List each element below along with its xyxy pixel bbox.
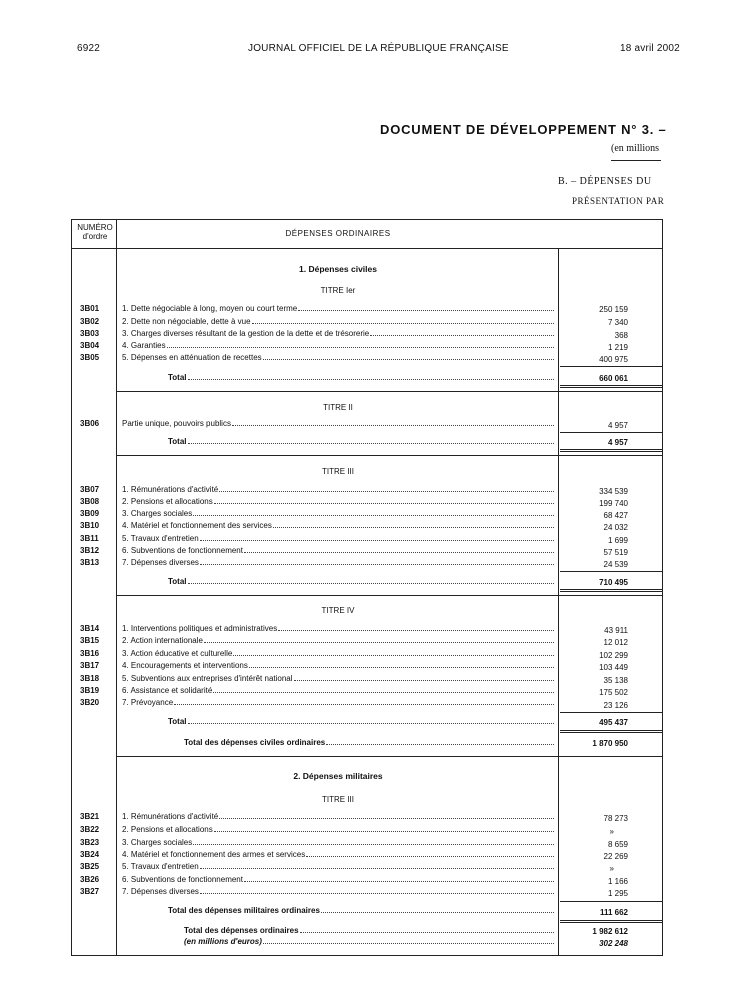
row-label: 5. Subventions aux entreprises d'intérêt national (122, 674, 554, 683)
document-title: DOCUMENT DE DÉVELOPPEMENT N° 3. – (380, 122, 667, 137)
subtotal-rule (560, 366, 662, 367)
row-label: 1. Rémunérations d'activité (122, 812, 554, 821)
total-label: Total (168, 717, 554, 726)
row-code: 3B01 (80, 304, 100, 313)
table-top-border (71, 219, 663, 220)
column-divider-value (558, 248, 559, 955)
row-code: 3B17 (80, 661, 100, 670)
row-code: 3B03 (80, 329, 100, 338)
presentation-heading: PRÉSENTATION PAR (572, 196, 665, 206)
total-label: Total (168, 373, 554, 382)
row-value: » (609, 827, 614, 836)
row-value: 24 539 (603, 560, 628, 569)
row-code: 3B06 (80, 419, 100, 428)
total-value: 660 061 (599, 374, 628, 383)
row-value: 199 740 (599, 499, 628, 508)
header-row-border (71, 248, 663, 249)
row-value: 23 126 (603, 701, 628, 710)
row-code: 3B16 (80, 649, 100, 658)
row-value: 1 295 (607, 889, 628, 898)
row-label: 5. Travaux d'entretien (122, 534, 554, 543)
row-value: 22 269 (603, 852, 628, 861)
column-header-number: NUMÉRO d'ordre (77, 223, 113, 241)
table-bottom-border (71, 955, 663, 956)
row-label: 4. Matériel et fonctionnement des armes et services (122, 850, 554, 859)
row-label: 4. Encouragements et interventions (122, 661, 554, 670)
titre-1-heading: TITRE Ier (320, 286, 356, 295)
row-code: 3B10 (80, 521, 100, 530)
row-label: 7. Dépenses diverses (122, 887, 554, 896)
row-value: 68 427 (603, 511, 628, 520)
row-label: 7. Dépenses diverses (122, 558, 554, 567)
row-code: 3B21 (80, 812, 100, 821)
row-value: 24 032 (603, 523, 628, 532)
grand-total-label: Total des dépenses ordinaires (184, 926, 554, 935)
total-rule (560, 920, 662, 923)
military-total-value: 111 662 (599, 908, 628, 917)
row-value: 43 911 (604, 626, 628, 635)
row-label: 6. Assistance et solidarité (122, 686, 554, 695)
row-code: 3B13 (80, 558, 100, 567)
row-code: 3B08 (80, 497, 100, 506)
row-label: 1. Interventions politiques et administratives (122, 624, 554, 633)
titre-2-heading: TITRE II (323, 403, 353, 412)
publication-date: 18 avril 2002 (620, 43, 680, 54)
section-heading: B. – DÉPENSES DU (558, 176, 652, 187)
titre-4-heading: TITRE IV (321, 606, 355, 615)
row-label: 6. Subventions de fonctionnement (122, 546, 554, 555)
row-code: 3B23 (80, 838, 100, 847)
row-code: 3B09 (80, 509, 100, 518)
row-value: 250 159 (599, 305, 628, 314)
euros-total-label: (en millions d'euros) (184, 937, 554, 946)
row-value: 103 449 (599, 663, 628, 672)
section-military-title: 2. Dépenses militaires (293, 771, 383, 781)
row-label: 1. Rémunérations d'activité (122, 485, 554, 494)
row-label: Partie unique, pouvoirs publics (122, 419, 554, 428)
row-code: 3B11 (80, 534, 99, 543)
total-label: Total (168, 577, 554, 586)
total-value: 710 495 (599, 578, 628, 587)
row-label: 7. Prévoyance (122, 698, 554, 707)
title-rule (611, 160, 661, 161)
column-divider-number (116, 219, 117, 955)
total-rule (560, 730, 662, 733)
row-label: 2. Action internationale (122, 636, 554, 645)
row-code: 3B27 (80, 887, 100, 896)
titre-3-heading: TITRE III (322, 467, 354, 476)
section-divider (116, 595, 662, 596)
row-value: 102 299 (599, 651, 628, 660)
row-label: 5. Travaux d'entretien (122, 862, 554, 871)
row-value: 35 138 (603, 676, 628, 685)
military-total-label: Total des dépenses militaires ordinaires (168, 906, 554, 915)
row-value: 1 166 (607, 877, 628, 886)
row-code: 3B15 (80, 636, 100, 645)
grand-total-value: 1 982 612 (592, 927, 628, 936)
row-label: 2. Pensions et allocations (122, 497, 554, 506)
row-label: 3. Charges sociales (122, 838, 554, 847)
row-value: » (609, 864, 614, 873)
row-code: 3B12 (80, 546, 100, 555)
column-header-expenses: DÉPENSES ORDINAIRES (285, 229, 391, 238)
row-value: 1 699 (607, 536, 628, 545)
table-right-border (662, 219, 663, 955)
page-number: 6922 (77, 43, 101, 54)
row-value: 78 273 (603, 814, 628, 823)
row-label: 4. Garanties (122, 341, 554, 350)
row-label: 6. Subventions de fonctionnement (122, 875, 554, 884)
row-value: 8 659 (607, 840, 628, 849)
row-value: 7 340 (607, 318, 628, 327)
subtotal-rule (560, 432, 662, 433)
row-value: 400 975 (599, 355, 628, 364)
row-label: 3. Charges sociales (122, 509, 554, 518)
section-divider (116, 455, 662, 456)
row-label: 2. Dette non négociable, dette à vue (122, 317, 554, 326)
row-label: 3. Action éducative et culturelle (122, 649, 554, 658)
row-code: 3B04 (80, 341, 100, 350)
subtotal-rule (560, 901, 662, 902)
euros-total-value: 302 248 (599, 939, 628, 948)
row-code: 3B26 (80, 875, 100, 884)
row-code: 3B25 (80, 862, 100, 871)
total-value: 495 437 (599, 718, 628, 727)
civil-total-label: Total des dépenses civiles ordinaires (184, 738, 554, 747)
total-label: Total (168, 437, 554, 446)
row-code: 3B14 (80, 624, 100, 633)
row-value: 175 502 (599, 688, 628, 697)
table-left-border (71, 219, 72, 955)
row-value: 368 (614, 331, 628, 340)
subtotal-rule (560, 712, 662, 713)
subtotal-rule (560, 571, 662, 572)
section-divider (116, 756, 662, 757)
section-divider (116, 391, 662, 392)
row-value: 334 539 (599, 487, 628, 496)
row-value: 12 012 (603, 638, 628, 647)
row-code: 3B18 (80, 674, 100, 683)
section-civil-title: 1. Dépenses civiles (299, 264, 377, 274)
journal-title: JOURNAL OFFICIEL DE LA RÉPUBLIQUE FRANÇAISE (248, 43, 509, 54)
titre-3m-heading: TITRE III (322, 795, 354, 804)
row-code: 3B02 (80, 317, 100, 326)
row-label: 2. Pensions et allocations (122, 825, 554, 834)
row-value: 57 519 (603, 548, 628, 557)
row-code: 3B24 (80, 850, 100, 859)
row-label: 3. Charges diverses résultant de la gestion de la dette et de trésorerie (122, 329, 554, 338)
row-label: 1. Dette négociable à long, moyen ou court terme (122, 304, 554, 313)
row-label: 4. Matériel et fonctionnement des services (122, 521, 554, 530)
total-value: 4 957 (607, 438, 628, 447)
total-rule (560, 449, 662, 452)
total-rule (560, 589, 662, 592)
total-rule (560, 385, 662, 388)
row-code: 3B22 (80, 825, 100, 834)
row-label: 5. Dépenses en atténuation de recettes (122, 353, 554, 362)
row-code: 3B07 (80, 485, 100, 494)
civil-total-value: 1 870 950 (592, 739, 628, 748)
row-code: 3B19 (80, 686, 100, 695)
row-value: 1 219 (607, 343, 628, 352)
row-code: 3B05 (80, 353, 100, 362)
row-code: 3B20 (80, 698, 100, 707)
row-value: 4 957 (607, 421, 628, 430)
unit-note: (en millions (611, 143, 660, 154)
